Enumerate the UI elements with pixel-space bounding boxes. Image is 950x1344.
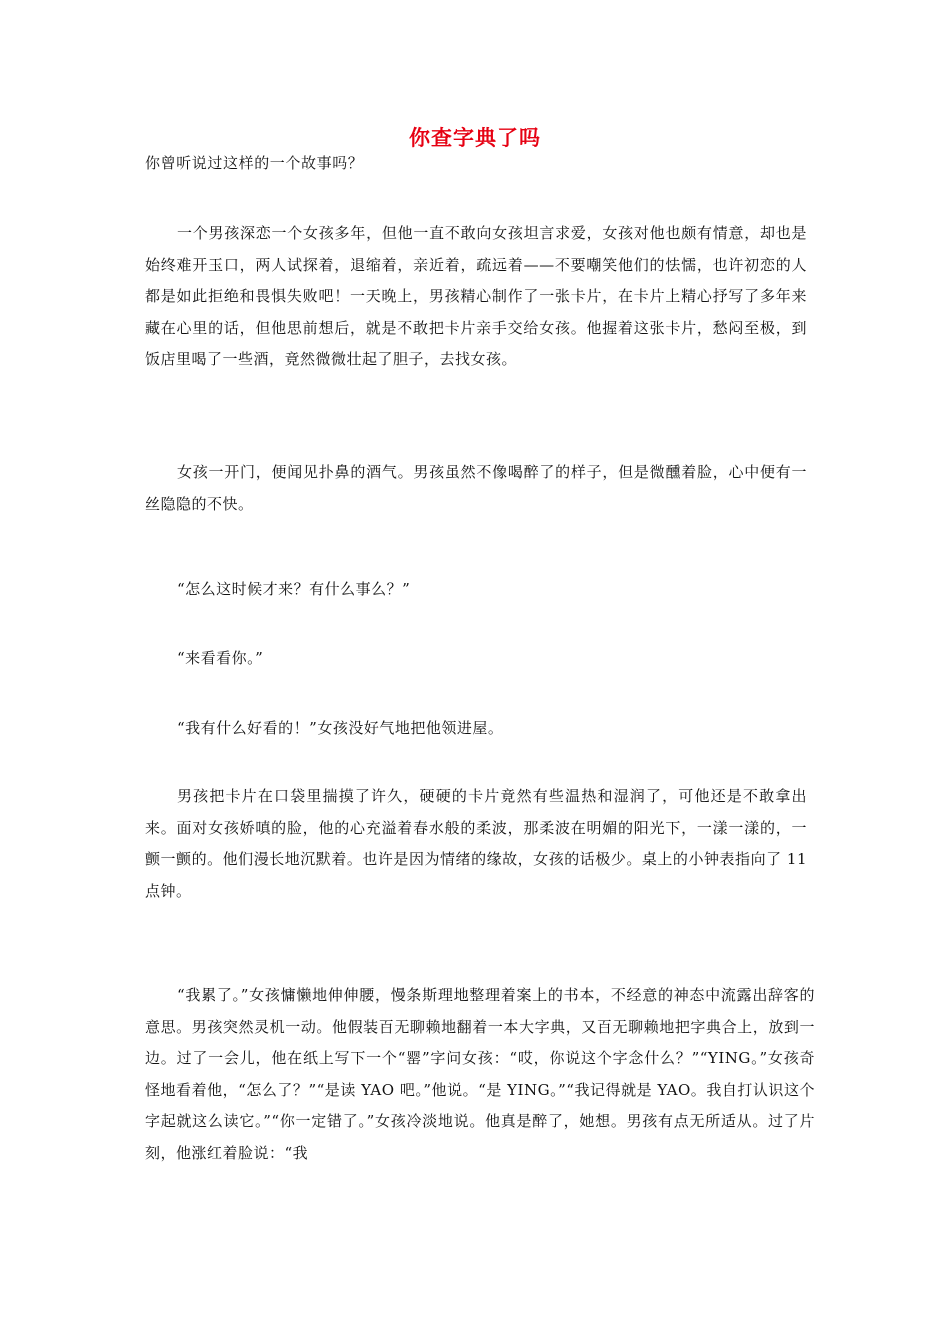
paragraph: 男孩把卡片在口袋里揣摸了许久，硬硬的卡片竟然有些温热和湿润了，可他还是不敢拿出来。面对女孩娇嗔的脸，他的心充溢着春水般的柔波，那柔波在明媚的阳光下，一漾一漾的，一颤一颤的。他们漫长地沉默着。也许是因为情绪的缘故，女孩的话极少。桌上的小钟表指向了 11 点钟。 xyxy=(145,787,807,900)
document-title: 你查字典了吗 xyxy=(409,126,541,150)
paragraph: 女孩一开门，便闻见扑鼻的酒气。男孩虽然不像喝醉了的样子，但是微醺着脸，心中便有一丝隐隐的不快。 xyxy=(145,463,807,513)
intro-line: 你曾听说过这样的一个故事吗？ xyxy=(145,154,364,172)
paragraph: “我累了。”女孩慵懒地伸伸腰，慢条斯理地整理着案上的书本，不经意的神态中流露出辞客的意思。男孩突然灵机一动。他假装百无聊赖地翻着一本大字典，又百无聊赖地把字典合上，放到一边。过了一会儿，他在纸上写下一个“罂”字问女孩：“哎，你说这个字念什么？”“YING。”女孩奇怪地看着他，“怎么了？”“是读 YAO 吧。”他说。“是 YING。”“我记得就是 YAO。我自打认识这个字起就这么读它。”“你一定错了。”女孩冷淡地说。他真是醉了，她想。男孩有点无所适从。过了片刻，他涨红着脸说：“我 xyxy=(145,986,815,1162)
paragraph: “我有什么好看的！”女孩没好气地把他领进屋。 xyxy=(177,719,504,737)
paragraph: “怎么这时候才来？有什么事么？” xyxy=(177,580,411,598)
paragraph: “来看看你。” xyxy=(177,649,264,667)
paragraph: 一个男孩深恋一个女孩多年，但他一直不敢向女孩坦言求爱，女孩对他也颇有情意，却也是始终难开玉口，两人试探着，退缩着，亲近着，疏远着——不要嘲笑他们的怯懦，也许初恋的人都是如此拒绝和畏惧失败吧！一天晚上，男孩精心制作了一张卡片，在卡片上精心抒写了多年来藏在心里的话，但他思前想后，就是不敢把卡片亲手交给女孩。他握着这张卡片，愁闷至极，到饭店里喝了一些酒，竟然微微壮起了胆子，去找女孩。 xyxy=(145,224,807,368)
